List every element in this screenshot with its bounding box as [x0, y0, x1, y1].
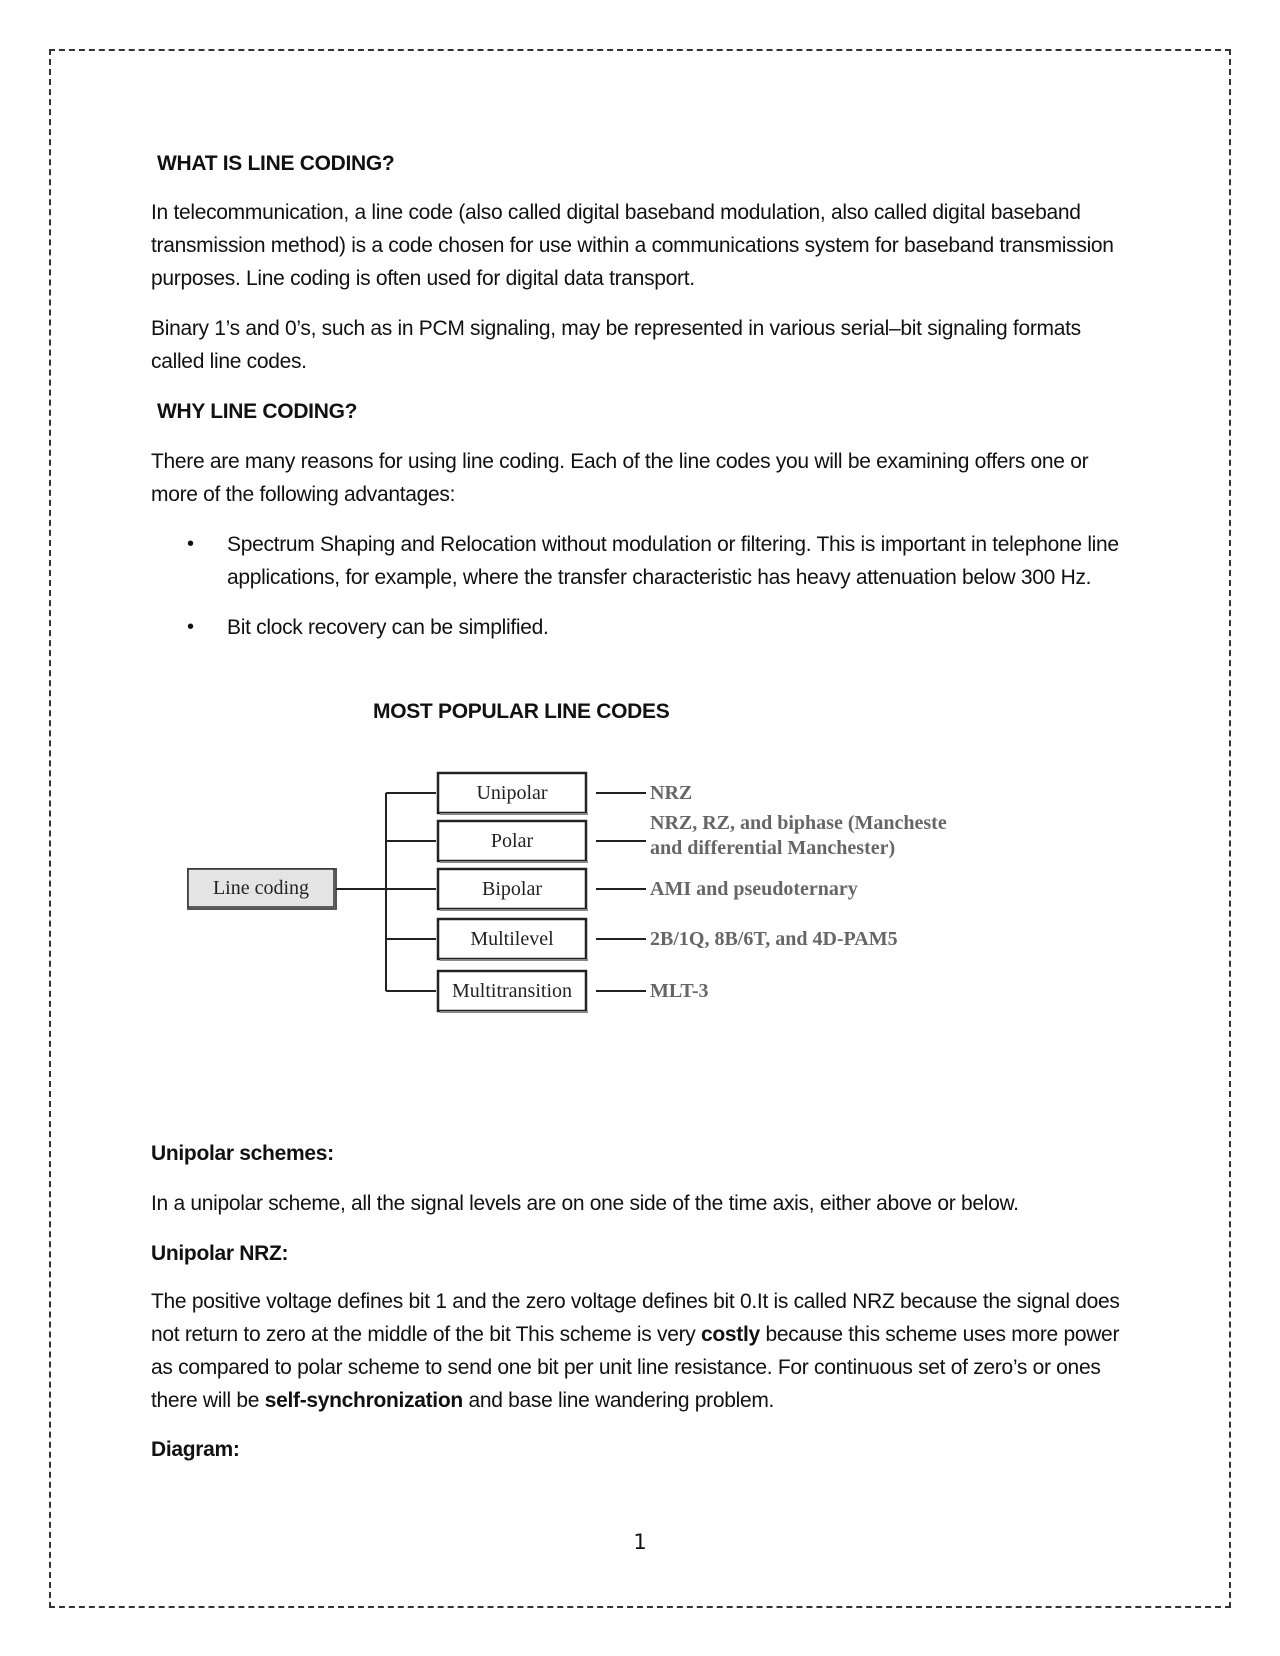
- paragraph-unipolar-nrz: [151, 1285, 1131, 1417]
- page-number: 1: [633, 1530, 647, 1554]
- nrz-text-c: and base line wandering problem.: [462, 1389, 775, 1412]
- paragraph-reasons: There are many reasons for using line coding. Each of the line codes you will be examining offers one or more of the following advantages:: [151, 450, 1089, 506]
- branch-label-unipolar: Unipolar: [476, 782, 548, 804]
- root-label: Line coding: [212, 877, 310, 899]
- paragraph-binary: Binary 1’s and 0’s, such as in PCM signaling, may be represented in various serial–bit signaling formats called line codes.: [151, 317, 1081, 373]
- branch-desc-multitransition: MLT-3: [650, 980, 709, 1002]
- nrz-bold-self-sync: self-synchronization: [264, 1389, 463, 1412]
- branch-desc-polar-line1: NRZ, RZ, and biphase (Mancheste: [650, 812, 947, 834]
- nrz-bold-costly: costly: [701, 1323, 760, 1346]
- branch-label-bipolar: Bipolar: [482, 878, 542, 900]
- branch-label-multitransition: Multitransition: [452, 980, 572, 1002]
- branch-desc-unipolar: NRZ: [650, 782, 693, 804]
- heading-diagram: Diagram:: [151, 1438, 240, 1461]
- nrz-text-b: because this scheme uses more power as compared to polar scheme to send one bit per unit line resistance. For continuous set of zero’s or ones there will be: [151, 1323, 1120, 1412]
- list-item: • Spectrum Shaping and Relocation without modulation or filtering. This is important in telephone line applications, for example, where the transfer characteristic has heavy attenuation below 300 Hz.: [151, 528, 1131, 594]
- heading-unipolar-nrz: Unipolar NRZ:: [151, 1242, 289, 1265]
- paragraph-unipolar-schemes: In a unipolar scheme, all the signal levels are on one side of the time axis, either above or below.: [151, 1192, 1019, 1215]
- heading-what-is-line-coding: WHAT IS LINE CODING?: [157, 152, 395, 175]
- branch-desc-bipolar: AMI and pseudoternary: [650, 878, 858, 900]
- branch-label-polar: Polar: [490, 830, 534, 852]
- paragraph-definition: In telecommunication, a line code (also called digital baseband modulation, also called digital baseband transmission method) is a code chosen for use within a communications system for baseband transmission purposes. Line coding is often used for digital data transport.: [151, 201, 1114, 290]
- heading-unipolar-schemes: Unipolar schemes:: [151, 1142, 334, 1165]
- line-codes-diagram: [186, 745, 1006, 1025]
- list-item: • Bit clock recovery can be simplified.: [151, 611, 1131, 644]
- branch-label-multilevel: Multilevel: [470, 928, 554, 950]
- heading-why-line-coding: WHY LINE CODING?: [157, 400, 358, 423]
- figure-title: MOST POPULAR LINE CODES: [373, 700, 670, 723]
- branch-desc-multilevel: 2B/1Q, 8B/6T, and 4D-PAM5: [650, 928, 898, 950]
- branch-desc-polar-line2: and differential Manchester): [650, 837, 896, 859]
- nrz-text-a: The positive voltage defines bit 1 and the zero voltage defines bit 0.It is called NRZ because the signal does not return to zero at the middle of the bit This scheme is very: [151, 1290, 1120, 1346]
- advantages-list: [151, 528, 1131, 661]
